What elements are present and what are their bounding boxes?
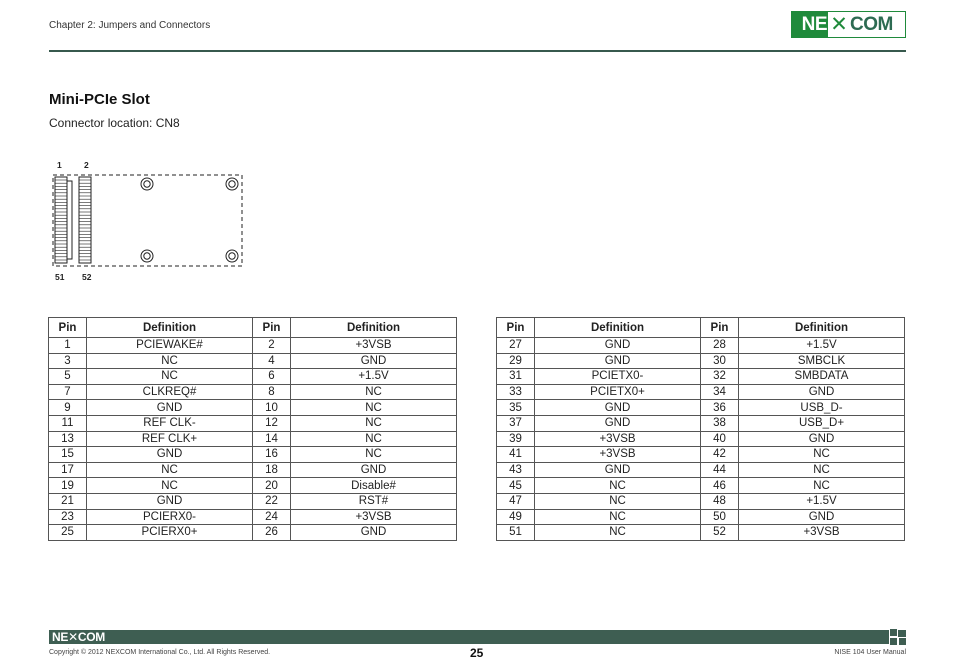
pin-table-right	[496, 317, 905, 541]
header-divider	[49, 50, 906, 52]
section-title: Mini-PCIe Slot	[49, 91, 150, 108]
pin-number: 11	[49, 415, 87, 431]
pin-number: 30	[701, 353, 739, 369]
table-row	[49, 384, 457, 400]
pin-number: 15	[49, 447, 87, 463]
pin-number: 4	[253, 353, 291, 369]
pin-definition: GND	[739, 384, 905, 400]
pin-definition: NC	[87, 369, 253, 385]
pin-number: 22	[253, 493, 291, 509]
pin-definition: NC	[739, 462, 905, 478]
pin-number: 40	[701, 431, 739, 447]
logo-ne: NE	[792, 12, 828, 37]
pin-definition: REF CLK+	[87, 431, 253, 447]
col-header-definition: Definition	[87, 318, 253, 338]
pin-number: 16	[253, 447, 291, 463]
pin-definition: GND	[87, 493, 253, 509]
pin-definition: NC	[87, 478, 253, 494]
table-row	[497, 338, 905, 354]
pin-number: 37	[497, 415, 535, 431]
pin-number: 36	[701, 400, 739, 416]
table-row	[497, 384, 905, 400]
col-header-pin: Pin	[253, 318, 291, 338]
pin-definition: NC	[87, 462, 253, 478]
pin-number: 32	[701, 369, 739, 385]
pin-header	[55, 177, 91, 263]
pin-definition: +3VSB	[291, 509, 457, 525]
table-row	[49, 369, 457, 385]
col-header-pin: Pin	[497, 318, 535, 338]
pin-number: 42	[701, 447, 739, 463]
logo-x-icon: ✕	[830, 13, 848, 36]
pin-number: 39	[497, 431, 535, 447]
pin-number: 26	[253, 525, 291, 541]
pin-number: 21	[49, 493, 87, 509]
pin-definition: USB_D+	[739, 415, 905, 431]
pin-number: 46	[701, 478, 739, 494]
connector-location: Connector location: CN8	[49, 116, 180, 130]
pin-number: 51	[497, 525, 535, 541]
pin-definition: PCIERX0-	[87, 509, 253, 525]
table-row	[49, 447, 457, 463]
pin-definition: +3VSB	[535, 447, 701, 463]
pin-definition: NC	[535, 509, 701, 525]
mounting-hole	[226, 250, 238, 262]
table-row	[497, 431, 905, 447]
pin-definition: NC	[535, 525, 701, 541]
table-row	[49, 462, 457, 478]
pin-definition: +3VSB	[739, 525, 905, 541]
pin-definition: +1.5V	[739, 338, 905, 354]
table-row	[497, 353, 905, 369]
pin-number: 49	[497, 509, 535, 525]
pin-definition: NC	[291, 400, 457, 416]
pin-label-2: 2	[84, 160, 89, 170]
pin-number: 12	[253, 415, 291, 431]
table-header-row	[497, 318, 905, 338]
pin-definition: +1.5V	[739, 493, 905, 509]
table-row	[497, 447, 905, 463]
pin-number: 13	[49, 431, 87, 447]
pin-number: 31	[497, 369, 535, 385]
manual-name: NISE 104 User Manual	[834, 649, 906, 656]
pin-definition: NC	[739, 447, 905, 463]
pin-table-left	[48, 317, 457, 541]
pin-definition: GND	[739, 431, 905, 447]
pin-number: 48	[701, 493, 739, 509]
table-row	[497, 478, 905, 494]
table-row	[497, 493, 905, 509]
pin-number: 34	[701, 384, 739, 400]
copyright-text: Copyright © 2012 NEXCOM International Co., Ltd. All Rights Reserved.	[49, 649, 271, 656]
col-header-definition: Definition	[739, 318, 905, 338]
col-header-pin: Pin	[49, 318, 87, 338]
pin-definition: GND	[535, 338, 701, 354]
pin-number: 8	[253, 384, 291, 400]
pin-definition: +3VSB	[291, 338, 457, 354]
pin-definition: Disable#	[291, 478, 457, 494]
pin-number: 19	[49, 478, 87, 494]
table-row	[49, 493, 457, 509]
pin-definition: +1.5V	[291, 369, 457, 385]
connector-diagram	[40, 150, 250, 290]
pin-number: 23	[49, 509, 87, 525]
pin-definition: NC	[291, 447, 457, 463]
pin-number: 50	[701, 509, 739, 525]
pin-definition: NC	[291, 384, 457, 400]
pin-definition: NC	[291, 431, 457, 447]
table-row	[49, 400, 457, 416]
pin-number: 29	[497, 353, 535, 369]
pin-definition: GND	[535, 353, 701, 369]
pin-definition: RST#	[291, 493, 457, 509]
pin-definition: GND	[535, 462, 701, 478]
mounting-hole	[226, 178, 238, 190]
pin-number: 35	[497, 400, 535, 416]
pin-number: 18	[253, 462, 291, 478]
pin-number: 43	[497, 462, 535, 478]
table-row	[497, 369, 905, 385]
pin-definition: SMBCLK	[739, 353, 905, 369]
pin-label-1: 1	[57, 160, 62, 170]
pin-definition: GND	[291, 353, 457, 369]
logo-com: COM	[850, 13, 893, 35]
col-header-definition: Definition	[535, 318, 701, 338]
pin-number: 25	[49, 525, 87, 541]
pin-definition: NC	[535, 478, 701, 494]
pin-number: 3	[49, 353, 87, 369]
pin-definition: SMBDATA	[739, 369, 905, 385]
col-header-pin: Pin	[701, 318, 739, 338]
pin-number: 41	[497, 447, 535, 463]
pin-definition: NC	[291, 415, 457, 431]
table-row	[49, 509, 457, 525]
pin-number: 9	[49, 400, 87, 416]
pin-number: 24	[253, 509, 291, 525]
pin-number: 7	[49, 384, 87, 400]
pin-number: 6	[253, 369, 291, 385]
table-row	[497, 509, 905, 525]
footer-logo: NE✕COM	[52, 630, 105, 644]
table-row	[497, 400, 905, 416]
pin-definition: NC	[739, 478, 905, 494]
pin-definition: PCIEWAKE#	[87, 338, 253, 354]
pin-number: 20	[253, 478, 291, 494]
pin-definition: GND	[535, 415, 701, 431]
pin-definition: +3VSB	[535, 431, 701, 447]
footer-squares-icon	[889, 628, 907, 646]
pin-number: 1	[49, 338, 87, 354]
pin-number: 17	[49, 462, 87, 478]
table-header-row	[49, 318, 457, 338]
pin-number: 33	[497, 384, 535, 400]
pin-definition: PCIERX0+	[87, 525, 253, 541]
mounting-hole	[141, 250, 153, 262]
chapter-heading: Chapter 2: Jumpers and Connectors	[49, 20, 211, 31]
mounting-hole	[141, 178, 153, 190]
pin-number: 28	[701, 338, 739, 354]
pin-number: 5	[49, 369, 87, 385]
pin-number: 38	[701, 415, 739, 431]
pin-definition: NC	[535, 493, 701, 509]
pin-definition: GND	[87, 400, 253, 416]
pin-definition: PCIETX0-	[535, 369, 701, 385]
pin-definition: GND	[535, 400, 701, 416]
pin-label-51: 51	[55, 272, 65, 282]
pin-number: 45	[497, 478, 535, 494]
pin-number: 2	[253, 338, 291, 354]
table-row	[49, 353, 457, 369]
pin-definition: GND	[291, 525, 457, 541]
pin-number: 47	[497, 493, 535, 509]
table-row	[49, 478, 457, 494]
table-row	[497, 525, 905, 541]
pin-number: 27	[497, 338, 535, 354]
pin-number: 14	[253, 431, 291, 447]
table-row	[497, 462, 905, 478]
pin-definition: PCIETX0+	[535, 384, 701, 400]
pin-definition: USB_D-	[739, 400, 905, 416]
pin-definition: CLKREQ#	[87, 384, 253, 400]
table-row	[49, 525, 457, 541]
pin-definition: NC	[87, 353, 253, 369]
pin-definition: GND	[87, 447, 253, 463]
nexcom-logo	[791, 11, 906, 38]
pin-definition: GND	[739, 509, 905, 525]
pin-definition: REF CLK-	[87, 415, 253, 431]
table-row	[49, 431, 457, 447]
pin-label-52: 52	[82, 272, 92, 282]
pin-number: 52	[701, 525, 739, 541]
footer-bar	[49, 630, 906, 644]
pin-number: 44	[701, 462, 739, 478]
pin-definition: GND	[291, 462, 457, 478]
table-row	[49, 338, 457, 354]
table-row	[497, 415, 905, 431]
col-header-definition: Definition	[291, 318, 457, 338]
page-number: 25	[470, 646, 484, 660]
table-row	[49, 415, 457, 431]
pin-number: 10	[253, 400, 291, 416]
